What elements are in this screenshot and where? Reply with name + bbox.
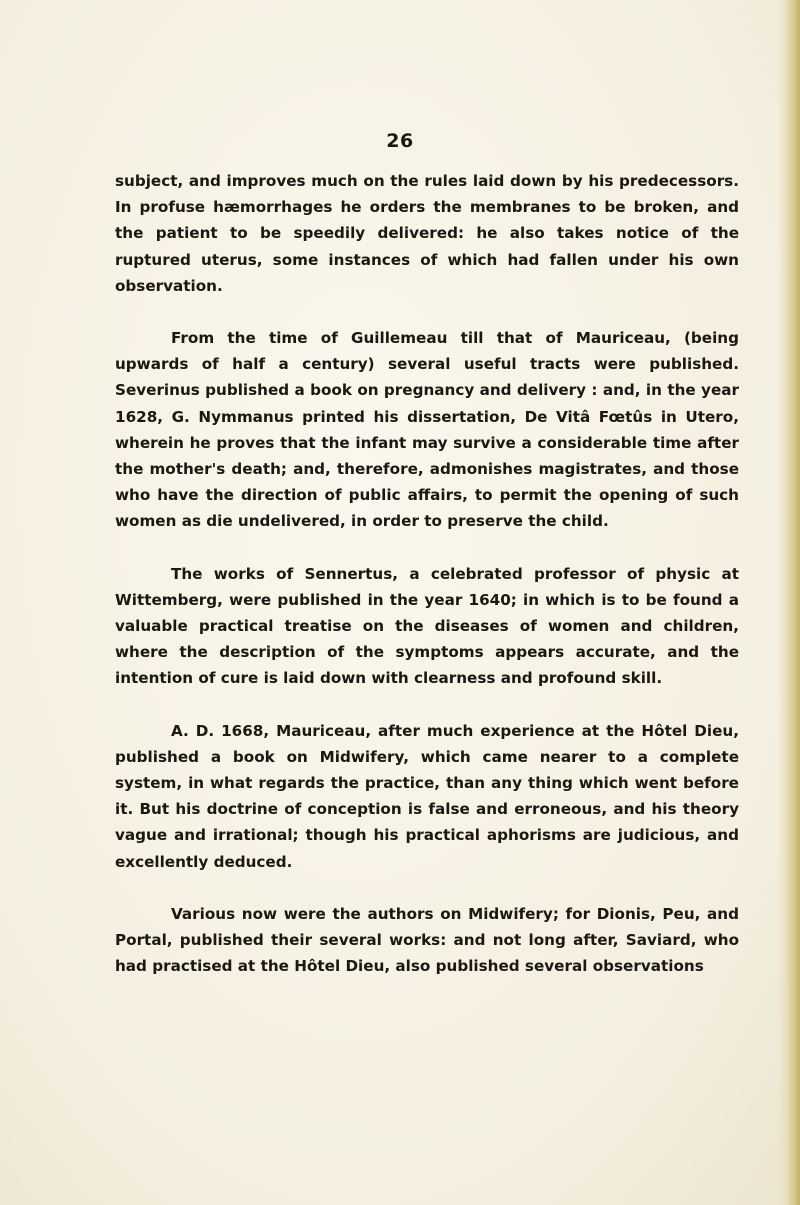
paragraph-various-authors: Various now were the authors on Midwifery; for Dionis, Peu, and Portal, published their several works: and not long after, Saviard, who had practised at the Hôtel Dieu, also published several observations bbox=[115, 904, 739, 976]
paragraph-guillemeau-mauriceau: From the time of Guillemeau till that of Mauriceau, (being upwards of half a century) several useful tracts were published. Severinus published a book on pregnancy and delivery : and, in the year 1628, G. Nymmanus printed his dissertation, De Vitâ Fœtûs in Utero, wherein he proves that the infant may survive a considerable time after the mother's death; and, therefore, admonishes magistrates, and those who have the direction of public affairs, to permit the opening of such women as die undelivered, in order to preserve the child. bbox=[115, 329, 739, 531]
paragraph-continuation: subject, and improves much on the rules laid down by his predecessors. In profuse hæmorrhages he orders the membranes to be broken, and the patient to be speedily delivered: he also takes notice of the ruptured uterus, some instances of which had fallen under his own observation. bbox=[115, 172, 739, 295]
page-number: 26 bbox=[386, 130, 414, 152]
paragraph-mauriceau-1668: A. D. 1668, Mauriceau, after much experience at the Hôtel Dieu, published a book on Midwifery, which came nearer to a complete system, in what regards the practice, than any thing which went before it. But his doctrine of conception is false and erroneous, and his theory vague and irrational; though his practical aphorisms are judicious, and excellently deduced. bbox=[115, 721, 739, 871]
paragraph-sennertus: The works of Sennertus, a celebrated professor of physic at Wittemberg, were published in the year 1640; in which is to be found a valuable practical treatise on the diseases of women and children, where the description of the symptoms appears accurate, and the intention of cure is laid down with clearness and profound skill. bbox=[115, 564, 739, 688]
body-text bbox=[115, 168, 739, 1005]
page-edge-shadow bbox=[778, 0, 800, 1205]
